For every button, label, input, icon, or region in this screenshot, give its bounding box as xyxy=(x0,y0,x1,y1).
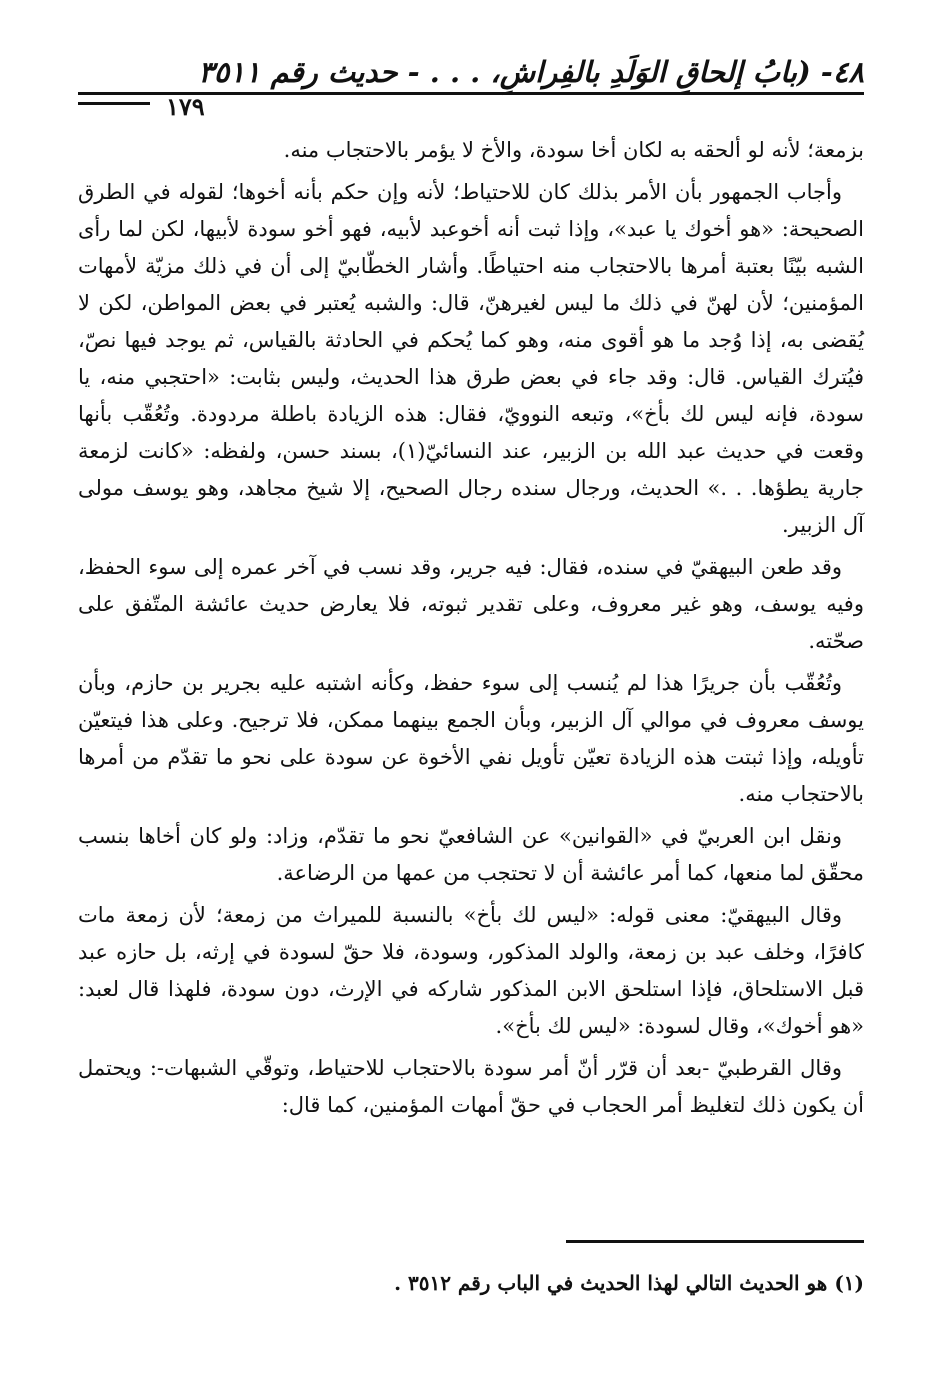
page-number: ١٧٩ xyxy=(166,92,205,121)
paragraph: بزمعة؛ لأنه لو ألحقه به لكان أخا سودة، والأخ لا يؤمر بالاحتجاب منه. xyxy=(283,138,864,162)
header-double-rule xyxy=(78,102,150,105)
paragraph: وقد طعن البيهقيّ في سنده، فقال: فيه جرير، وقد نسب في آخر عمره إلى سوء الحفظ، وفيه يوسف، وهو غير معروف، وعلى تقدير ثبوته، فلا يعارض حديث عائشة المتّفق على صحّته. xyxy=(78,555,864,653)
paragraph: وتُعُقّب بأن جريرًا هذا لم يُنسب إلى سوء حفظ، وكأنه اشتبه عليه بجرير بن حازم، وبأن يوسف معروف في موالي آل الزبير، وبأن الجمع بينهما ممكن، فلا ترجيح. وعلى هذا فيتعيّن تأويله، وإذا ثبتت هذه الزيادة تعيّن تأويل نفي الأخوة عن سودة على نحو ما تقدّم من أمرها بالاحتجاب منه. xyxy=(78,671,864,806)
paragraph: وقال البيهقيّ: معنى قوله: «ليس لك بأخ» بالنسبة للميراث من زمعة؛ لأن زمعة مات كافرًا، وخلف عبد بن زمعة، والولد المذكور، وسودة، فلا حقّ لسودة في إرثه، بل حازه عبد قبل الاستلحاق، فإذا استلحق الابن المذكور شاركه في الإرث، دون سودة، فلهذا قال لعبد: «هو أخوك»، وقال لسودة: «ليس لك بأخ». xyxy=(78,903,864,1038)
chapter-title: ٤٨- (بابُ إلحاقِ الوَلَدِ بالفِراشِ، . . . - حديث رقم ٣٥١١ xyxy=(198,55,864,89)
paragraph: وأجاب الجمهور بأن الأمر بذلك كان للاحتياط؛ لأنه وإن حكم بأنه أخوها؛ لقوله في الطرق الصحيحة: «هو أخوك يا عبد»، وإذا ثبت أنه أخوعبد لأبيه، فهو أخو سودة لأبيها، لكن لما رأى الشبه بيّنًا بعتبة أمرها بالاحتجاب منه احتياطًا. وأشار الخطّابيّ إلى أن في ذلك مزيّة لأمهات المؤمنين؛ لأن لهنّ في ذلك ما ليس لغيرهنّ، قال: والشبه يُعتبر في بعض المواطن، لكن لا يُقضى به، إذا وُجد ما هو أقوى منه، وهو كما يُحكم في الحادثة بالقياس، ثم يوجد فيها نصّ، فيُترك القياس. قال: وقد جاء في بعض طرق هذا الحديث، وليس بثابت: «احتجبي منه، يا سودة، فإنه ليس لك بأخ»، وتبعه النوويّ، فقال: هذه الزيادة باطلة مردودة. وتُعُقّب بأنها وقعت في حديث عبد الله بن الزبير، عند النسائيّ(١)، بسند حسن، ولفظه: «كانت لزمعة جارية يطؤها. . .» الحديث، ورجال سنده رجال الصحيح، إلا شيخ مجاهد، وهو يوسف مولى آل الزبير. xyxy=(78,180,864,537)
footnote: (١) هو الحديث التالي لهذا الحديث في الباب رقم ٣٥١٢ . xyxy=(394,1271,864,1295)
footnote-separator xyxy=(566,1240,864,1243)
main-text xyxy=(78,132,864,1129)
paragraph: ونقل ابن العربيّ في «القوانين» عن الشافعيّ نحو ما تقدّم، وزاد: ولو كان أخاها بنسب محقّق لما منعها، كما أمر عائشة أن لا تحتجب من عمها من الرضاعة. xyxy=(78,824,864,885)
page-header xyxy=(78,52,864,121)
paragraph: وقال القرطبيّ -بعد أن قرّر أنّ أمر سودة بالاحتجاب للاحتياط، وتوقّي الشبهات-: ويحتمل أن يكون ذلك لتغليظ أمر الحجاب في حقّ أمهات المؤمنين، كما قال: xyxy=(78,1056,864,1117)
